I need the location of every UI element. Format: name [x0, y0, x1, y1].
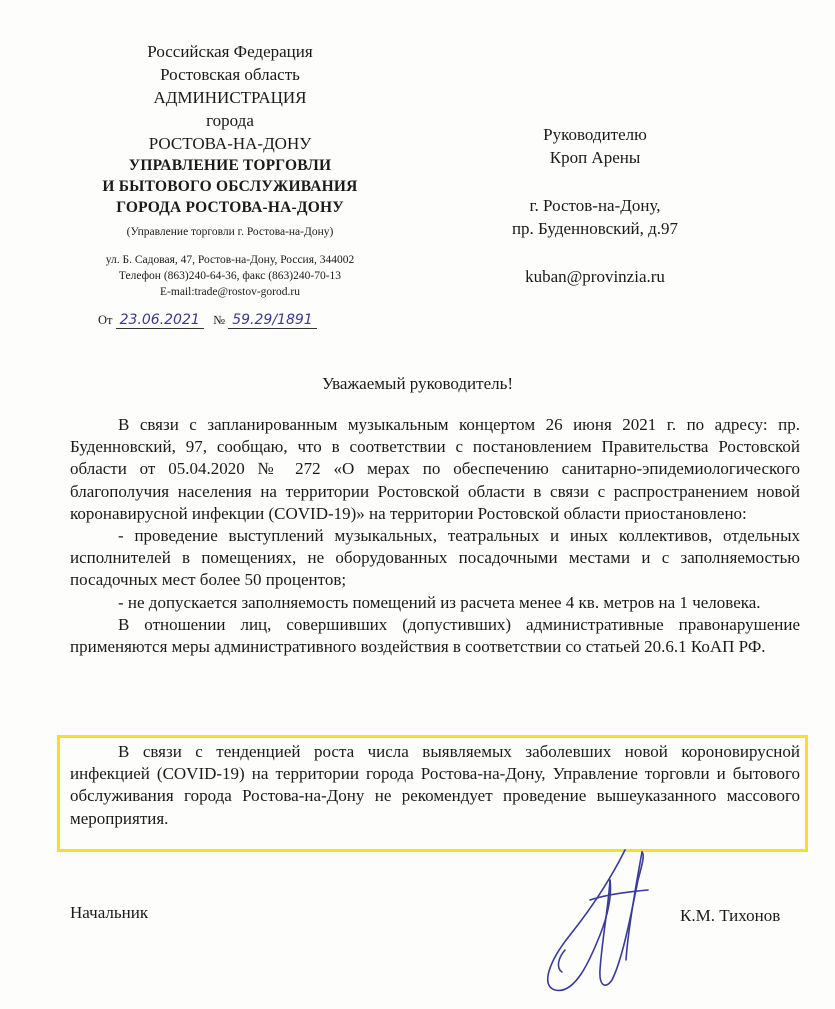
- greeting: Уважаемый руководитель!: [321, 374, 514, 393]
- letterhead: [80, 40, 380, 300]
- letter-body: [70, 414, 800, 658]
- date-value: 23.06.2021: [116, 312, 204, 329]
- letterhead-dept-line3: ГОРОДА РОСТОВА-НА-ДОНУ: [116, 199, 344, 216]
- letterhead-administration: АДМИНИСТРАЦИЯ: [153, 88, 307, 107]
- signatory-name: К.М. Тихонов: [680, 906, 781, 925]
- letterhead-city-word: города: [206, 111, 254, 130]
- highlighted-paragraph: В связи с тенденцией роста числа выявляемых заболевших новой короновирусной инфекцией (COVID-19) на территории города Ростова-на-Дону, Управление торговли и бытового обслуживания города Ростова-на-Дону не рекомендует проведение вышеуказанного массового мероприятия.: [70, 742, 800, 828]
- recipient-city: г. Ростов-на-Дону,: [529, 196, 661, 215]
- number-label: №: [213, 313, 226, 327]
- recipient-block: [480, 123, 710, 288]
- recipient-org: Кроп Арены: [549, 148, 641, 167]
- letterhead-phone: Телефон (863)240-64-36, факс (863)240-70-13: [118, 270, 342, 282]
- recipient-title: Руководителю: [543, 125, 647, 144]
- letterhead-address: ул. Б. Садовая, 47, Ростов-на-Дону, Россия, 344002: [105, 254, 355, 266]
- body-paragraph: В отношении лиц, совершивших (допустивших) административные правонарушение применяются меры административного воздействия в соответствии со статьей 20.6.1 КоАП РФ.: [70, 614, 800, 657]
- recipient-email: kuban@provinzia.ru: [525, 267, 665, 286]
- letterhead-city: РОСТОВА-НА-ДОНУ: [148, 134, 312, 153]
- date-label: От: [98, 313, 113, 327]
- number-value: 59.29/1891: [228, 312, 316, 329]
- letterhead-dept-line1: УПРАВЛЕНИЕ ТОРГОВЛИ: [128, 157, 332, 174]
- handwritten-signature: [530, 840, 680, 1000]
- recipient-address: пр. Буденновский, д.97: [511, 219, 679, 238]
- body-paragraph: - проведение выступлений музыкальных, театральных и иных коллективов, отдельных исполнителей в помещениях, не оборудованных посадочными местами и с заполняемостью посадочных мест более 50 процентов;: [70, 526, 800, 590]
- highlighted-paragraph-wrap: [70, 741, 800, 830]
- body-paragraph: - не допускается заполняемость помещений из расчета менее 4 кв. метров на 1 человека.: [118, 592, 761, 612]
- letterhead-dept-short: (Управление торговли г. Ростова-на-Дону): [126, 226, 334, 238]
- letterhead-country: Российская Федерация: [147, 42, 313, 61]
- body-paragraph: В связи с запланированным музыкальным концертом 26 июня 2021 г. по адресу: пр. Буденновский, 97, сообщаю, что в соответствии с постановлением Правительства Ростовской области от 05.04.2020 № 272 «О мерах по обеспечению санитарно-эпидемиологического благополучия населения на территории Ростовской области в связи с распространением новой коронавирусной инфекции (COVID-19)» на территории Ростовской области приостановлено:: [70, 415, 800, 523]
- letterhead-dept-line2: И БЫТОВОГО ОБСЛУЖИВАНИЯ: [102, 178, 358, 195]
- signatory-role: Начальник: [70, 903, 149, 922]
- letterhead-email: E-mail:trade@rostov-gorod.ru: [160, 286, 300, 298]
- reference-line: [98, 312, 317, 328]
- letterhead-region: Ростовская область: [160, 65, 300, 84]
